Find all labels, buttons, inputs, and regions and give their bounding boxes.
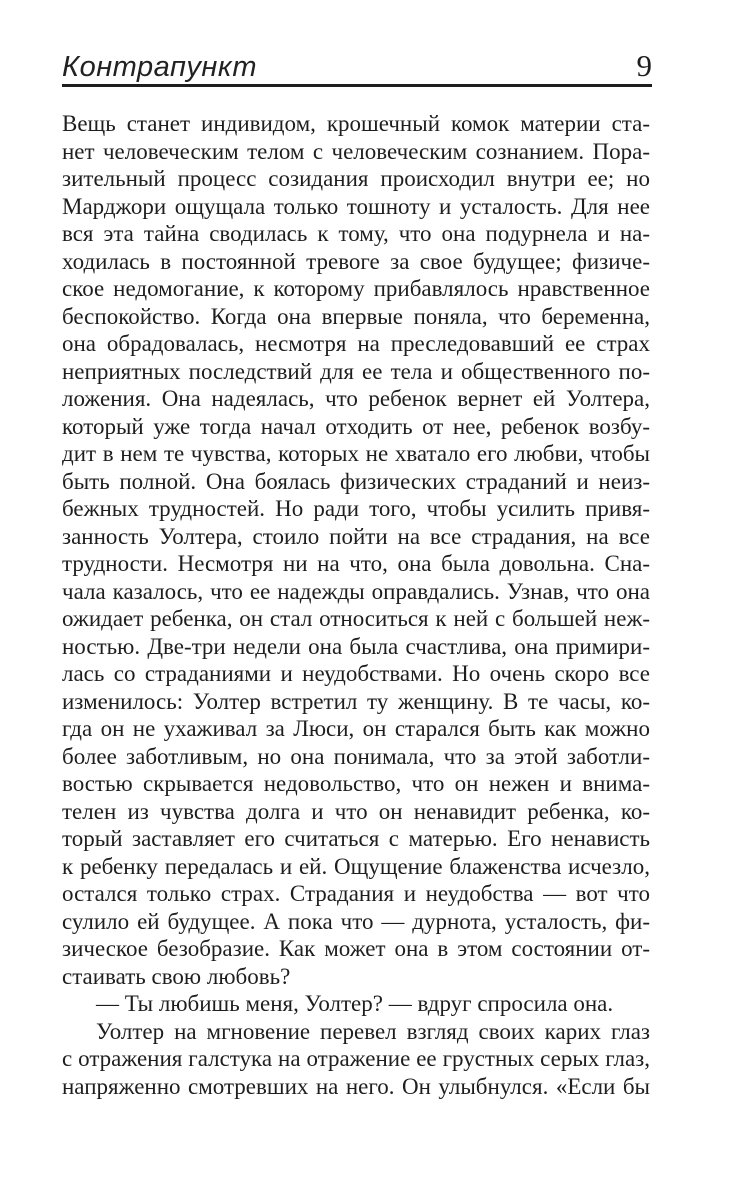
running-title: Контрапункт bbox=[62, 51, 258, 83]
text-line: который уже тогда начал отходить от нее, ребенок возбу- bbox=[62, 413, 650, 439]
text-line: занность Уолтера, стоило пойти на все страдания, на все bbox=[62, 523, 650, 549]
text-line: остался только страх. Страдания и неудобства — вот что bbox=[62, 881, 650, 906]
paragraph bbox=[62, 1018, 650, 1101]
text-line: с отражения галстука на отражение ее грустных серых глаз, bbox=[62, 1046, 650, 1071]
text-line: ское недомогание, к которому прибавлялось нравственное bbox=[62, 276, 650, 301]
text-line: Вещь станет индивидом, крошечный комок материи ста- bbox=[62, 111, 650, 136]
text-line: дит в нем те чувства, которых не хватало его любви, чтобы bbox=[62, 441, 650, 466]
page-text-body bbox=[62, 110, 650, 1100]
text-line: гда он не ухаживал за Люси, он старался быть как можно bbox=[62, 716, 650, 741]
text-line: стаивать свою любовь? bbox=[62, 963, 291, 989]
page-number: 9 bbox=[636, 48, 652, 83]
text-line: ожидает ребенка, он стал относиться к ней с большей неж- bbox=[62, 606, 650, 631]
header-rule bbox=[62, 84, 652, 87]
text-line: напряженно смотревших на него. Он улыбнулся. «Если бы bbox=[62, 1073, 650, 1099]
text-line: востью скрывается недовольство, что он нежен и внима- bbox=[62, 771, 650, 796]
text-line: Уолтер на мгновение перевел взгляд своих карих глаз bbox=[96, 1018, 650, 1044]
text-line: вся эта тайна сводилась к тому, что она подурнела и на- bbox=[62, 221, 650, 246]
text-line: чала казалось, что ее надежды оправдались. Узнав, что она bbox=[62, 578, 650, 604]
text-line: зительный процесс созидания происходил внутри ее; но bbox=[62, 166, 650, 191]
text-line: ностью. Две-три недели она была счастлива, она примири- bbox=[62, 633, 650, 659]
text-line: ложения. Она надеялась, что ребенок вернет ей Уолтера, bbox=[62, 386, 650, 411]
text-line: ходилась в постоянной тревоге за свое будущее; физиче- bbox=[62, 248, 650, 274]
text-line: телен из чувства долга и что он ненавидит ребенка, ко- bbox=[62, 798, 650, 824]
text-line: беспокойство. Когда она впервые поняла, что беременна, bbox=[62, 303, 650, 329]
text-line: нет человеческим телом с человеческим сознанием. Пора- bbox=[62, 138, 650, 164]
text-line: — Ты любишь меня, Уолтер? — вдруг спросила она. bbox=[96, 991, 614, 1016]
text-line: торый заставляет его считаться с матерью. Его ненависть bbox=[62, 826, 650, 851]
text-line: к ребенку передалась и ей. Ощущение блаженства исчезло, bbox=[62, 853, 650, 879]
text-line: более заботливым, но она понимала, что за этой заботли- bbox=[62, 743, 650, 769]
text-line: сулило ей будущее. А пока что — дурнота, усталость, фи- bbox=[62, 908, 650, 934]
text-line: неприятных последствий для ее тела и общественного по- bbox=[62, 358, 650, 384]
text-line: лась со страданиями и неудобствами. Но очень скоро все bbox=[62, 661, 650, 686]
text-line: зическое безобразие. Как может она в этом состоянии от- bbox=[62, 936, 650, 961]
text-line: бежных трудностей. Но ради того, чтобы усилить привя- bbox=[62, 496, 650, 521]
paragraph bbox=[62, 110, 650, 990]
paragraph bbox=[62, 990, 650, 1018]
text-line: изменилось: Уолтер встретил ту женщину. В те часы, ко- bbox=[62, 688, 650, 714]
text-line: она обрадовалась, несмотря на преследовавший ее страх bbox=[62, 331, 650, 356]
text-line: трудности. Несмотря ни на что, она была довольна. Сна- bbox=[62, 551, 650, 576]
running-header bbox=[62, 50, 652, 83]
text-line: быть полной. Она боялась физических страданий и неиз- bbox=[62, 468, 650, 494]
text-line: Марджори ощущала только тошноту и усталость. Для нее bbox=[62, 193, 650, 219]
